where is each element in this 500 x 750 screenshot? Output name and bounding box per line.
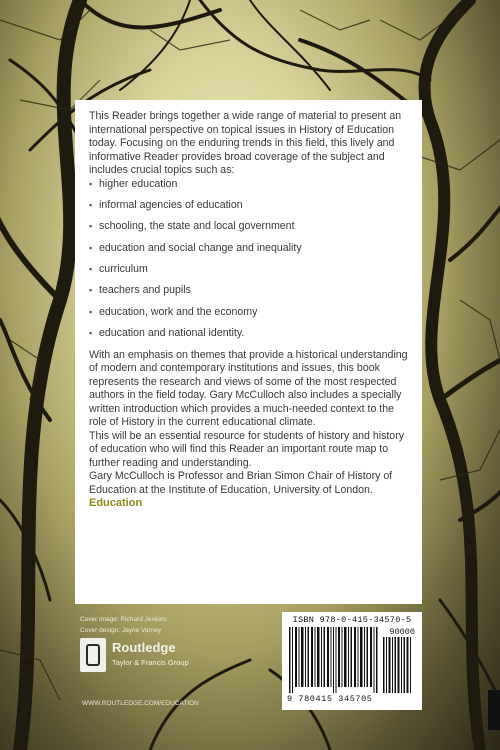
barcode-bars xyxy=(287,627,417,693)
topic-item: ▪ teachers and pupils xyxy=(89,284,408,305)
publisher-logo xyxy=(80,638,220,672)
publisher-url: WWW.ROUTLEDGE.COM/EDUCATION xyxy=(82,700,199,707)
isbn-barcode-box xyxy=(282,612,422,710)
topic-item: ▪ informal agencies of education xyxy=(89,199,408,220)
topic-item: ▪ education, work and the economy xyxy=(89,306,408,327)
routledge-mark-icon xyxy=(80,638,106,672)
topic-item: ▪ education and national identity. xyxy=(89,327,408,348)
description-panel xyxy=(75,100,422,604)
publisher-group: Taylor & Francis Group xyxy=(112,658,189,667)
price-addon-code: 90000 xyxy=(389,627,415,637)
emphasis-paragraph: With an emphasis on themes that provide a historical understanding of modern and contemporary institutions and issues, this book represents the research and views of some of the most respected authors in the field today. Gary McCulloch also includes a specially written introduction which provides a much-needed context to the role of History in the current educational climate. xyxy=(89,348,408,429)
cover-image-credit: Cover image: Richard Jenkins xyxy=(80,616,167,623)
audience-paragraph: This will be an essential resource for students of history and history of education who will find this Reader an important route map to further reading and understanding. xyxy=(89,429,405,469)
publisher-name: Routledge xyxy=(112,640,176,655)
topic-item: ▪ higher education xyxy=(89,178,408,199)
topic-item: ▪ curriculum xyxy=(89,263,408,284)
cover-credits xyxy=(80,614,167,636)
topic-item: ▪ schooling, the state and local government xyxy=(89,220,408,241)
topic-item: ▪ education and social change and inequality xyxy=(89,242,408,263)
topics-list xyxy=(89,178,408,349)
ean-digits: 9 780415 345705 xyxy=(287,694,373,704)
intro-paragraph: This Reader brings together a wide range of material to present an international perspective on topical issues in History of Education today. Focusing on the enduring trends in this field, this lively and informative Reader provides broad coverage of the subject and includes crucial topics such as: xyxy=(89,110,402,176)
cover-edge-mark xyxy=(488,690,500,730)
subject-category: Education xyxy=(89,497,143,510)
isbn-number: ISBN 978-0-415-34570-5 xyxy=(292,615,412,625)
author-bio-paragraph: Gary McCulloch is Professor and Brian Simon Chair of History of Education at the Institute of Education, University of London. xyxy=(89,470,393,496)
cover-design-credit: Cover design: Jayne Varney xyxy=(80,627,162,634)
